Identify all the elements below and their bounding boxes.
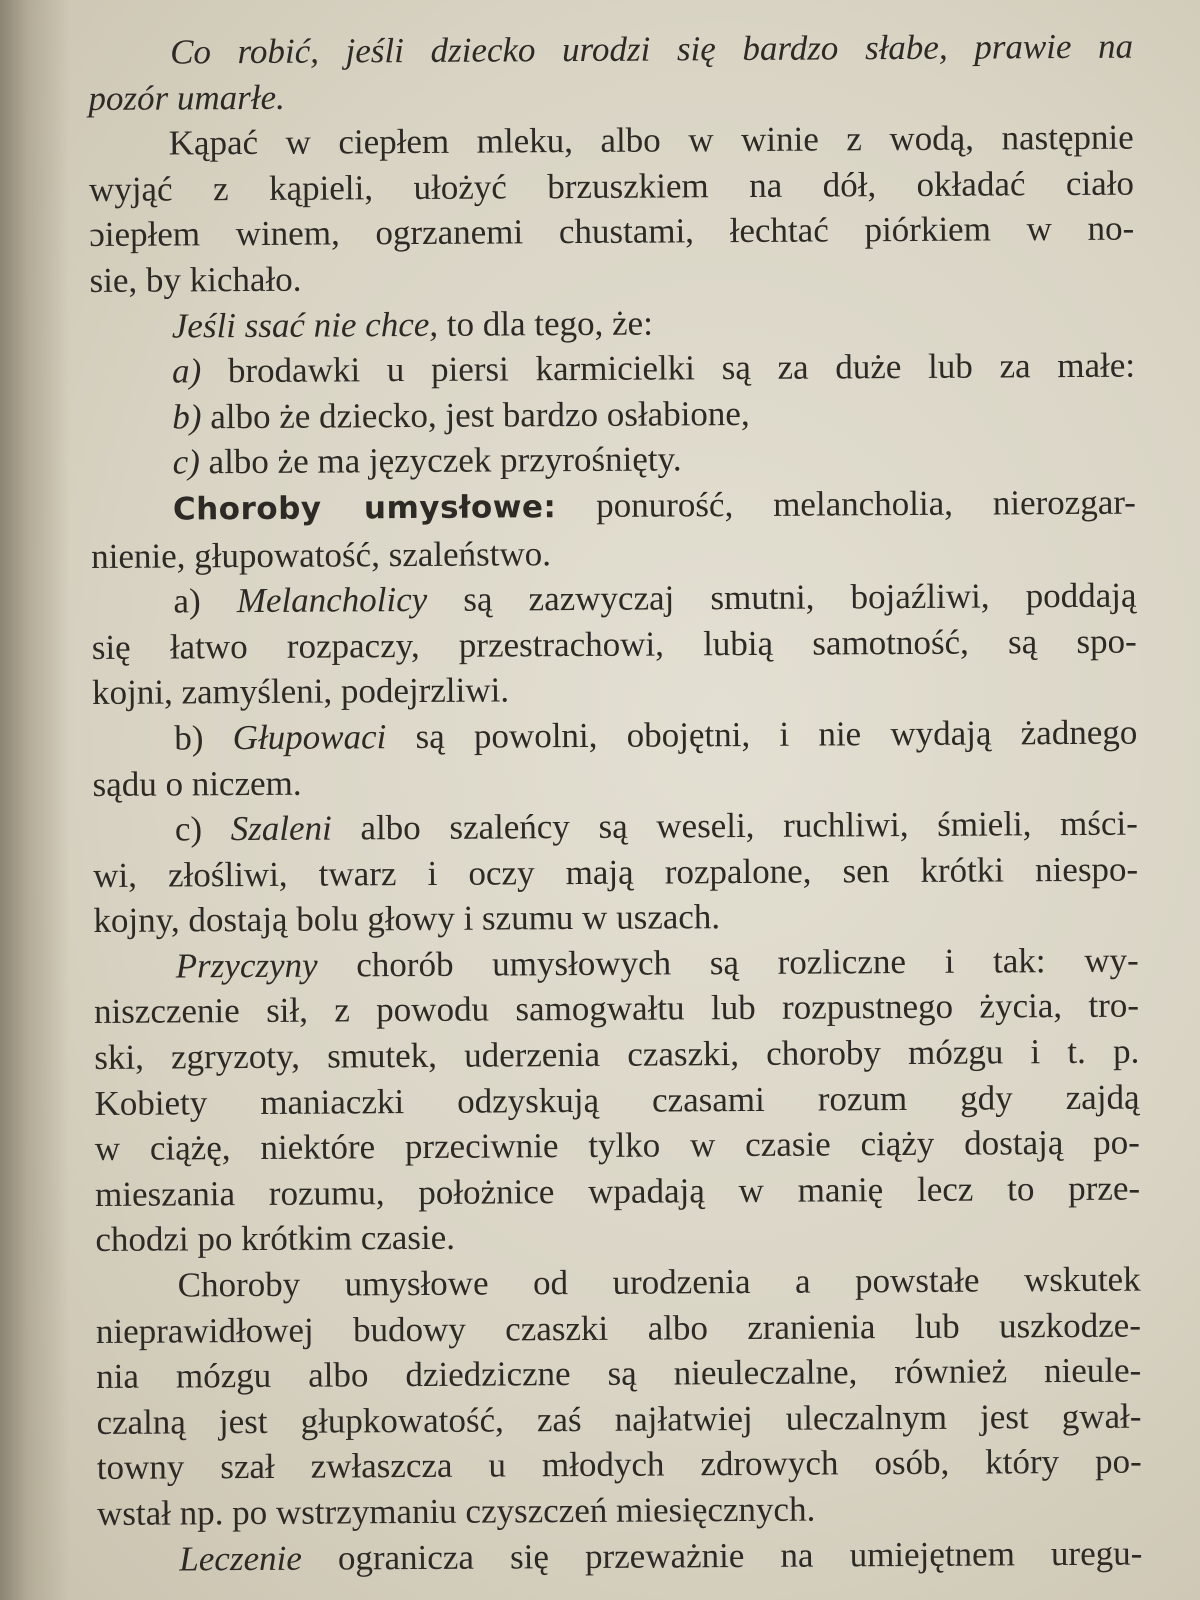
line-text: Kobiety maniaczki odzyskują czasami rozum gdy zajdą xyxy=(94,1077,1140,1123)
italic-text: Głupowaci xyxy=(232,717,387,758)
text-line xyxy=(90,388,1135,440)
italic-text: c) xyxy=(172,442,200,482)
line-text: b) xyxy=(174,718,233,758)
line-text: Choroby umysłowe od urodzenia a powstałe wskutek xyxy=(177,1259,1141,1305)
line-text: towny szał zwłaszcza u młodych zdrowych osób, który po- xyxy=(96,1441,1142,1488)
italic-text: Melancholicy xyxy=(236,580,428,621)
italic-text: Leczenie xyxy=(179,1538,302,1579)
line-text: czalną jest głupkowatość, zaś najłatwiej uleczalnym jest gwał- xyxy=(96,1396,1142,1442)
text-line xyxy=(92,618,1137,670)
text-line xyxy=(96,1393,1141,1445)
text-line xyxy=(92,710,1137,762)
text-line xyxy=(91,527,1136,579)
text-line xyxy=(94,1029,1139,1081)
text-line xyxy=(89,115,1134,167)
line-text: c) xyxy=(174,809,231,849)
line-text: to dla tego, że: xyxy=(437,303,653,344)
line-text: się łatwo rozpaczy, przestrachowi, lubią samotność, są spo- xyxy=(91,621,1137,667)
line-text: wstał np. po wstrzymaniu czyszczeń miesięcznych. xyxy=(96,1489,816,1533)
line-text: są zazwyczaj smutni, bojaźliwi, poddają xyxy=(427,575,1137,620)
line-text: albo że dziecko, jest bardzo osłabione, xyxy=(201,393,750,437)
text-line xyxy=(88,69,1133,121)
page-gutter-shadow xyxy=(0,0,70,1600)
line-text: chorób umysłowych są rozliczne i tak: wy- xyxy=(317,940,1139,985)
text-line xyxy=(95,1120,1140,1172)
text-line xyxy=(91,480,1136,534)
text-line xyxy=(91,573,1136,625)
text-line xyxy=(89,206,1134,258)
text-line xyxy=(97,1485,1142,1537)
line-text: niszczenie sił, z powodu samogwałtu lub rozpustnego życia, tro- xyxy=(93,986,1140,1032)
line-text: są powolni, obojętni, i nie wydają żadnego xyxy=(386,712,1138,757)
text-line xyxy=(96,1302,1141,1354)
line-text: wyjąć z kąpieli, ułożyć brzuszkiem na dół, okładać ciało xyxy=(88,163,1135,209)
text-line xyxy=(94,937,1139,989)
text-line xyxy=(88,24,1133,76)
line-text: nia mózgu albo dziedziczne są nieuleczalne, również nieule- xyxy=(96,1350,1142,1397)
section-heading: Choroby umysłowe: xyxy=(172,489,557,528)
line-text: wi, złośliwi, twarz i oczy mają rozpalone, sen krótki niespo- xyxy=(93,849,1139,895)
text-line xyxy=(89,252,1134,304)
italic-text: Jeśli ssać nie chce, xyxy=(171,304,439,346)
text-line xyxy=(94,1074,1139,1126)
text-line xyxy=(94,983,1139,1035)
text-line xyxy=(95,1211,1140,1263)
line-text: w ciążę, niektóre przeciwnie tylko w czasie ciąży dostają po- xyxy=(94,1122,1140,1169)
line-text: ponurość, melancholia, nierozgar- xyxy=(556,482,1137,526)
line-text: mieszania rozumu, położnice wpadają w manię lecz to prze- xyxy=(94,1168,1141,1214)
text-line xyxy=(96,1257,1141,1309)
italic-text: b) xyxy=(172,397,202,437)
line-text: brodawki u piersi karmicielki są za duże lub za małe: xyxy=(201,345,1136,391)
italic-text: Szaleni xyxy=(230,808,332,849)
text-line xyxy=(93,846,1138,898)
line-text: kojni, zamyśleni, podejrzliwi. xyxy=(91,670,510,713)
text-line xyxy=(92,755,1137,807)
line-text: ogranicza się przeważnie na umiejętnem uregu- xyxy=(301,1533,1143,1578)
line-text: chodzi po krótkim czasie. xyxy=(95,1218,456,1260)
line-text: albo szaleńcy są weseli, ruchliwi, śmieli, mści- xyxy=(331,803,1138,848)
text-line xyxy=(90,343,1135,395)
text-line xyxy=(91,434,1136,486)
text-line xyxy=(92,664,1137,716)
line-text: nieprawidłowej budowy czaszki albo zranienia lub uszkodze- xyxy=(95,1305,1142,1351)
text-line xyxy=(97,1530,1142,1582)
line-text: albo że ma języczek przyrośnięty. xyxy=(199,439,682,482)
page-text xyxy=(88,24,1142,1583)
line-text: a) xyxy=(173,581,237,621)
text-line xyxy=(90,297,1135,349)
line-text: nienie, głupowatość, szaleństwo. xyxy=(91,533,552,576)
text-line xyxy=(89,160,1134,212)
text-line xyxy=(93,892,1138,944)
italic-text: a) xyxy=(171,351,202,391)
line-text: kojny, dostają bolu głowy i szumu w uszach. xyxy=(93,897,721,941)
italic-text: Przyczyny xyxy=(175,945,318,986)
line-text: Kąpać w ciepłem mleku, albo w winie z wodą, następnie xyxy=(168,117,1134,163)
line-text: ski, zgryzoty, smutek, uderzenia czaszki, choroby mózgu i t. p. xyxy=(94,1031,1140,1078)
text-line xyxy=(93,801,1138,853)
text-line xyxy=(96,1348,1141,1400)
text-line xyxy=(97,1439,1142,1491)
line-text: sądu o niczem. xyxy=(92,763,302,804)
italic-text: pozór umarłe. xyxy=(88,77,285,118)
line-text: ɔiepłem winem, ogrzanemi chustami, łechtać piórkiem w no- xyxy=(89,208,1135,255)
text-line xyxy=(95,1165,1140,1217)
italic-text: Co robić, jeśli dziecko urodzi się bardzo słabe, prawie na xyxy=(170,26,1134,72)
line-text: sie, by kichało. xyxy=(89,259,302,300)
